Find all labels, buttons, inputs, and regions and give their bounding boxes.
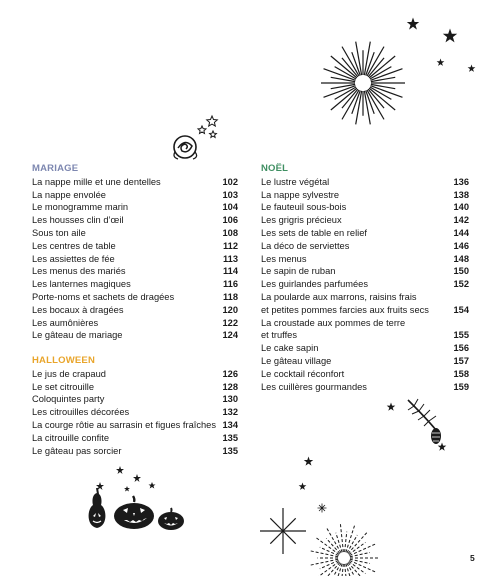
toc-entry: [32, 291, 238, 304]
toc-entry: [32, 381, 238, 394]
toc-entry-page: 120: [222, 304, 238, 315]
toc-entry: [261, 381, 469, 394]
toc-entry-page: 148: [453, 253, 469, 264]
toc-entry-title: Le lustre végétal: [261, 176, 330, 187]
toc-entry-title: Les grigris précieux: [261, 215, 342, 226]
toc-entry-page: 150: [453, 266, 469, 277]
toc-entry-page: 152: [453, 279, 469, 290]
toc-entry-page: 102: [222, 176, 238, 187]
toc-entry-page: 132: [222, 407, 238, 418]
toc-entry-page: 126: [222, 368, 238, 379]
right-column: [261, 163, 469, 393]
toc-entry-title: Le jus de crapaud: [32, 368, 106, 379]
firework-bottom-icon: [306, 520, 382, 576]
sparkle-burst-icon: [258, 506, 308, 556]
star-icon: [303, 456, 314, 467]
toc-entry-page: 156: [453, 343, 469, 354]
toc-entry-page: 135: [222, 432, 238, 443]
toc-entry: [261, 189, 469, 202]
toc-entry-title: Le cake sapin: [261, 343, 319, 354]
toc-entry: [32, 393, 238, 406]
small-stars-icon: [196, 114, 220, 140]
toc-entry: [32, 227, 238, 240]
toc-entry-title: Le monogramme marin: [32, 202, 129, 213]
toc-entry-title: La courge rôtie au sarrasin et figues fraîches: [32, 419, 216, 430]
toc-entry: [261, 317, 469, 343]
toc-entry: [32, 265, 238, 278]
toc-entry: [32, 304, 238, 317]
toc-entry-page: 135: [222, 445, 238, 456]
star-icon: [406, 17, 420, 31]
toc-entry-page: 154: [453, 304, 469, 315]
toc-entry: [32, 278, 238, 291]
toc-entry-title: La nappe envolée: [32, 189, 106, 200]
toc-entry: [32, 406, 238, 419]
toc-entry-title: Les aumônières: [32, 317, 99, 328]
toc-entry: [261, 214, 469, 227]
toc-entry-title: Le sapin de ruban: [261, 266, 336, 277]
section-heading-mariage: MARIAGE: [32, 163, 79, 174]
toc-entry-page: 122: [222, 317, 238, 328]
toc-entry-title: Les cuillères gourmandes: [261, 381, 367, 392]
toc-entry: [32, 419, 238, 432]
small-star-icon: [317, 503, 327, 513]
toc-entry-title: La citrouille confite: [32, 432, 109, 443]
toc-entry-title: Le fauteuil sous-bois: [261, 202, 347, 213]
toc-entry-title: Les sets de table en relief: [261, 227, 367, 238]
toc-entry-title: Le set citrouille: [32, 381, 95, 392]
left-column: [32, 163, 238, 457]
toc-entry-page: 112: [223, 240, 238, 251]
toc-entry-title: Les housses clin d’œil: [32, 215, 124, 226]
toc-entry: [32, 176, 238, 189]
toc-entry: [32, 240, 238, 253]
toc-entry: [32, 317, 238, 330]
toc-entry: [32, 201, 238, 214]
toc-entry: [32, 329, 238, 342]
section-heading-noel: NOËL: [261, 163, 289, 174]
toc-entry-title: La déco de serviettes: [261, 240, 350, 251]
toc-entry-page: 104: [222, 202, 238, 213]
toc-entry-title: Le gâteau village: [261, 355, 332, 366]
star-icon: [436, 58, 445, 67]
toc-entry-page: 113: [223, 253, 238, 264]
toc-entry-page: 142: [453, 215, 469, 226]
toc-entry: [261, 201, 469, 214]
toc-entry-title: Les lanternes magiques: [32, 279, 131, 290]
star-icon: [442, 28, 458, 44]
toc-entry-page: 158: [453, 368, 469, 379]
toc-entry-page: 103: [222, 189, 238, 200]
toc-entry-title: Les citrouilles décorées: [32, 407, 130, 418]
toc-entry: [32, 432, 238, 445]
toc-entry-page: 136: [453, 176, 469, 187]
toc-entry-page: 138: [453, 189, 469, 200]
toc-entry: [261, 355, 469, 368]
halloween-entries: [32, 368, 238, 458]
toc-entry: [261, 291, 469, 317]
toc-entry-title: La croustade aux pommes de terre et truffes: [261, 317, 406, 341]
toc-entry-title: La nappe mille et une dentelles: [32, 176, 161, 187]
toc-entry: [261, 240, 469, 253]
section-heading-halloween: HALLOWEEN: [32, 354, 96, 366]
toc-entry-title: Les guirlandes parfumées: [261, 279, 368, 290]
toc-entry-page: 134: [222, 419, 238, 430]
toc-entry: [32, 445, 238, 458]
star-icon: [467, 64, 476, 73]
toc-entry-page: 116: [223, 279, 238, 290]
toc-entry-title: Les centres de table: [32, 240, 116, 251]
toc-entry-page: 155: [453, 330, 469, 341]
toc-entry-title: Les bocaux à dragées: [32, 304, 124, 315]
toc-entry-title: Porte-noms et sachets de dragées: [32, 291, 175, 302]
toc-entry-page: 128: [222, 381, 238, 392]
toc-entry-title: Les menus: [261, 253, 307, 264]
toc-entry-page: 130: [222, 394, 238, 405]
star-icon: [386, 402, 396, 412]
toc-entry-page: 114: [223, 266, 238, 277]
star-icon: [437, 442, 447, 452]
toc-entry-page: 146: [453, 240, 469, 251]
pumpkin-icon: [112, 494, 156, 530]
toc-entry-title: Le cocktail réconfort: [261, 368, 345, 379]
toc-entry: [261, 253, 469, 266]
toc-entry-page: 159: [453, 381, 469, 392]
toc-entry: [32, 253, 238, 266]
small-pumpkin-icon: [157, 507, 185, 531]
mariage-entries: [32, 176, 238, 342]
toc-entry-title: Le gâteau de mariage: [32, 330, 123, 341]
toc-entry: [261, 342, 469, 355]
toc-entry: [32, 368, 238, 381]
toc-entry-title: Sous ton aile: [32, 227, 86, 238]
toc-entry-page: 144: [453, 227, 469, 238]
toc-entry: [32, 214, 238, 227]
halloween-stars-icon: [92, 464, 162, 498]
toc-entry-title: La poularde aux marrons, raisins frais et petites pommes farcies aux fruits secs: [261, 291, 429, 315]
toc-entry-page: 118: [223, 291, 238, 302]
toc-entry-title: Les menus des mariés: [32, 266, 126, 277]
toc-entry: [261, 265, 469, 278]
toc-entry-page: 106: [222, 215, 238, 226]
toc-entry-title: La nappe sylvestre: [261, 189, 340, 200]
toc-entry: [32, 189, 238, 202]
toc-entry-page: 108: [222, 227, 238, 238]
toc-entry-title: Les assiettes de fée: [32, 253, 115, 264]
page-number: 5: [470, 553, 475, 563]
noel-entries: [261, 176, 469, 394]
toc-entry-title: Coloquintes party: [32, 394, 105, 405]
toc-entry: [261, 176, 469, 189]
toc-entry: [261, 368, 469, 381]
toc-entry: [261, 227, 469, 240]
toc-entry-page: 140: [453, 202, 469, 213]
toc-entry: [261, 278, 469, 291]
toc-entry-page: 124: [222, 330, 238, 341]
firework-top-icon: [318, 38, 408, 128]
toc-entry-page: 157: [453, 355, 469, 366]
toc-entry-title: Le gâteau pas sorcier: [32, 445, 122, 456]
star-icon: [298, 482, 307, 491]
